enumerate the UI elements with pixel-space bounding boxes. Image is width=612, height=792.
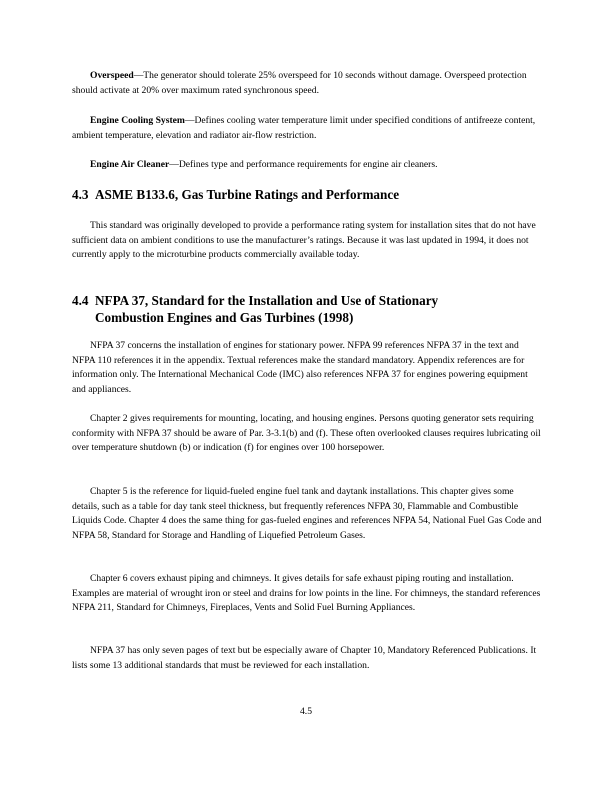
section-title-line1: NFPA 37, Standard for the Installation and Use of Stationary bbox=[95, 293, 439, 308]
section-number: 4.3 bbox=[72, 187, 89, 202]
paragraph-overspeed bbox=[72, 69, 542, 98]
section-4-4-paragraph-3: Chapter 5 is the reference for liquid-fueled engine fuel tank and daytank installations. This chapter gives some details, such as a table for day tank steel thickness, but frequently references NFPA 30, Flammable and Combustible Liquids Code. Chapter 4 does the same thing for gas-fueled engines and references NFPA 54, National Fuel Gas Code and NFPA 58, Standard for Storage and Handling of Liquefied Petroleum Gases. bbox=[72, 486, 542, 541]
section-number: 4.4 bbox=[72, 293, 89, 308]
section-4-4-paragraph-2: Chapter 2 gives requirements for mounting, locating, and housing engines. Persons quoting generator sets requiring conformity with NFPA 37 should be aware of Par. 3-3.1(b) and (f). These often overlooked clauses requires lubricating oil over temperature shutdown (b) or indication (f) for engines over 100 horsepower. bbox=[72, 413, 541, 454]
text-engine-cooling: —Defines cooling water temperature limit under specified conditions of antifreeze content, ambient temperature, elevation and radiator air-flow restriction. bbox=[72, 115, 536, 141]
section-4-4-paragraph-4: Chapter 6 covers exhaust piping and chimneys. It gives details for safe exhaust piping routing and installation. Examples are material of wrought iron or steel and drains for low points in the line. For chimneys, the standard references NFPA 211, Standard for Chimneys, Fireplaces, Vents and Solid Fuel Burning Appliances. bbox=[72, 573, 541, 614]
section-4-3-heading bbox=[72, 186, 542, 203]
paragraph-air-cleaner bbox=[72, 158, 542, 173]
term-engine-cooling: Engine Cooling System bbox=[90, 115, 185, 126]
page-number: 4.5 bbox=[300, 706, 312, 717]
text-overspeed: —The generator should tolerate 25% overspeed for 10 seconds without damage. Overspeed protection should activate at 20% over maximum rated synchronous speed. bbox=[72, 70, 527, 96]
section-4-4-heading bbox=[72, 292, 542, 326]
term-overspeed: Overspeed bbox=[90, 70, 134, 81]
paragraph-engine-cooling bbox=[72, 114, 542, 143]
section-4-4-paragraph-5: NFPA 37 has only seven pages of text but be especially aware of Chapter 10, Mandatory Referenced Publications. It lists some 13 additional standards that must be reviewed for each installation. bbox=[72, 645, 537, 671]
term-air-cleaner: Engine Air Cleaner bbox=[90, 159, 170, 170]
section-title: ASME B133.6, Gas Turbine Ratings and Performance bbox=[95, 187, 400, 202]
section-4-3-body: This standard was originally developed to provide a performance rating system for installation sites that do not have sufficient data on ambient conditions to use the manufacturer’s ratings. Because it was last updated in 1994, it does not currently apply to the microturbine products commercially available today. bbox=[72, 220, 536, 261]
text-air-cleaner: —Defines type and performance requirements for engine air cleaners. bbox=[169, 159, 438, 170]
section-title-line2: Combustion Engines and Gas Turbines (1998) bbox=[95, 310, 354, 325]
section-4-4-paragraph-1: NFPA 37 concerns the installation of engines for stationary power. NFPA 99 references NFPA 37 in the text and NFPA 110 references it in the appendix. Textual references make the standard mandatory. Appendix references are for information only. The International Mechanical Code (IMC) also references NFPA 37 for engines powering equipment and appliances. bbox=[72, 340, 528, 395]
